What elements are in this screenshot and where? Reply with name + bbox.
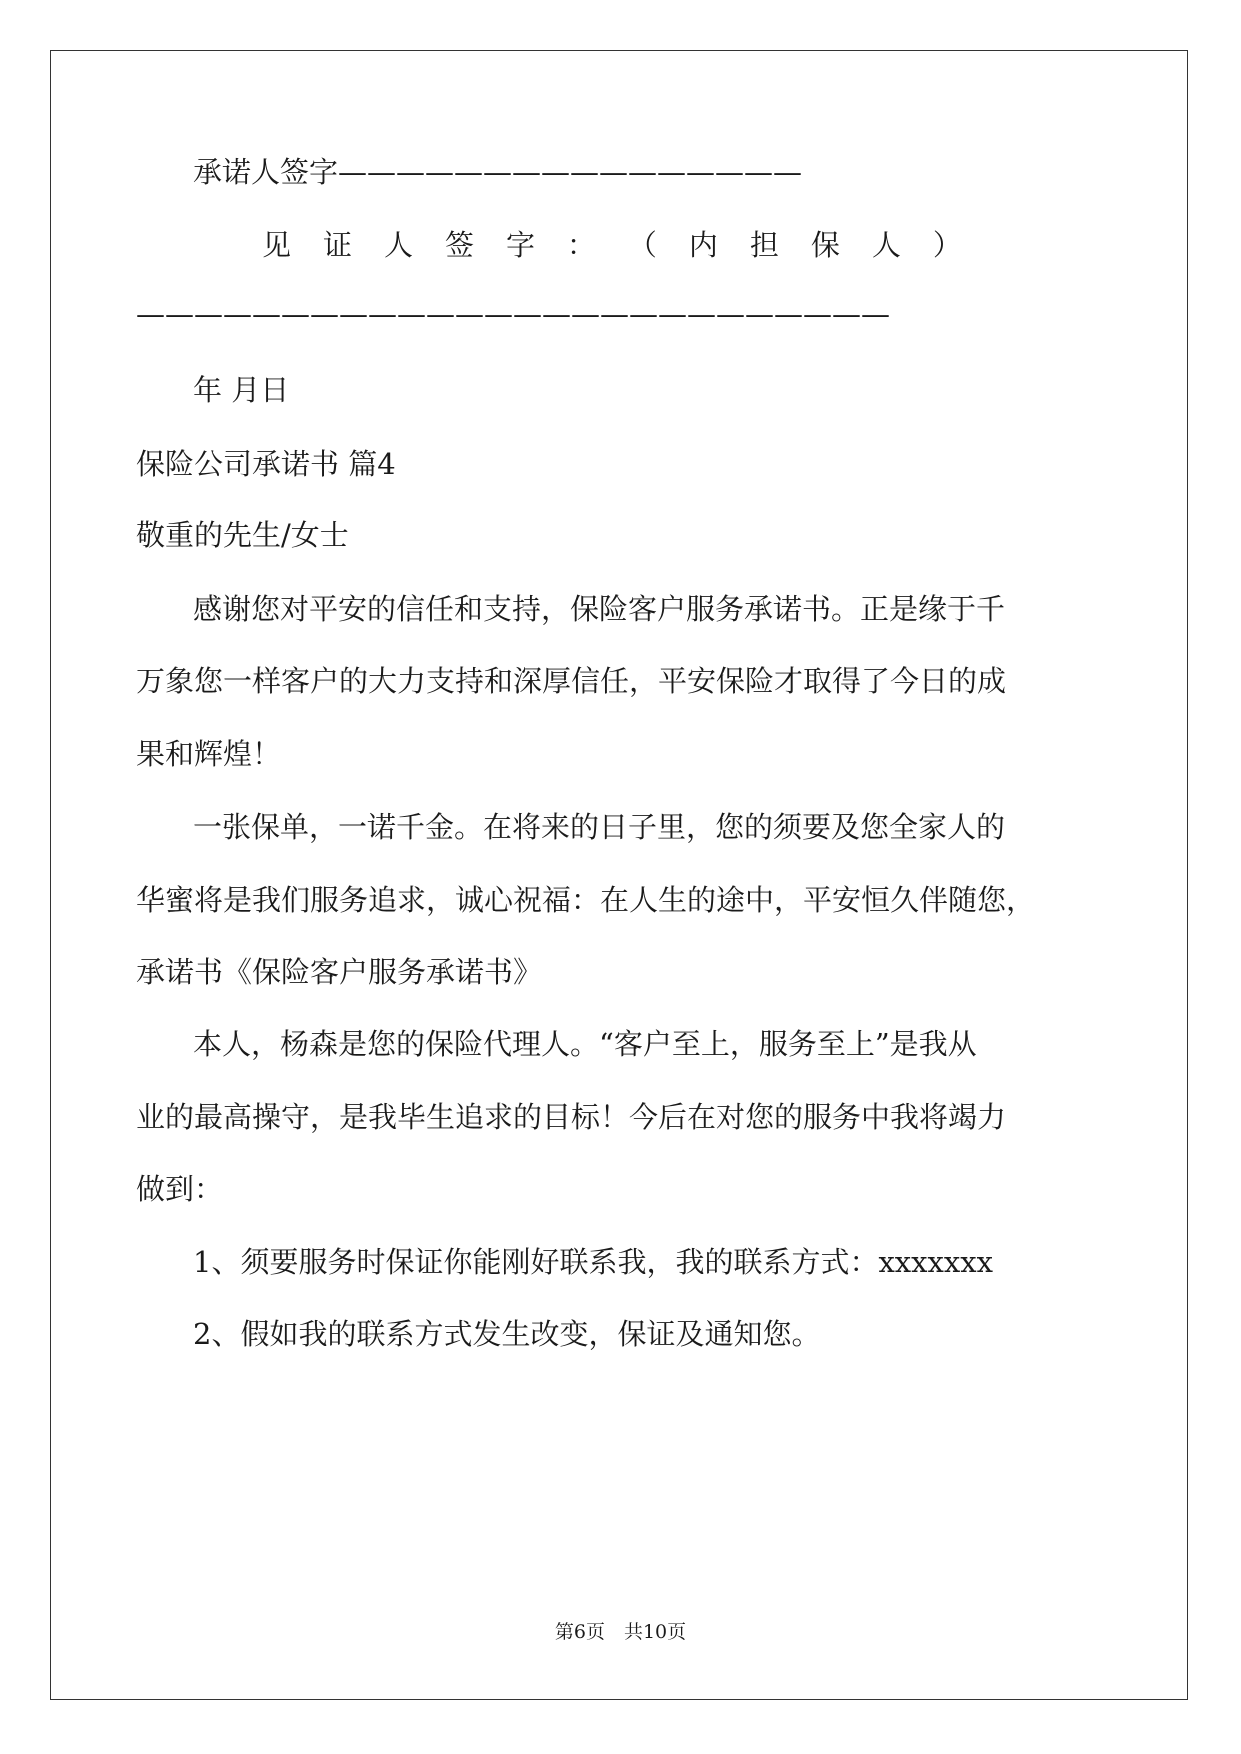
witness-char: 证 [322,228,352,262]
witness-char: 人 [383,228,413,262]
witness-signature-line [262,228,962,262]
witness-char: 见 [262,228,292,262]
section-title: 保险公司承诺书 篇4 [136,447,396,481]
witness-char: 签 [444,228,474,262]
witness-char: ） [932,228,962,262]
paragraph-line: 果和辉煌！ [136,737,282,771]
paragraph-line: 华蜜将是我们服务追求，诚心祝福：在人生的途中，平安恒久伴随您， [136,883,1036,917]
paragraph-line: 业的最高操守，是我毕生追求的目标！今后在对您的服务中我将竭力 [136,1100,1007,1134]
salutation: 敬重的先生/女士 [136,518,349,552]
paragraph-line: 承诺书《保险客户服务承诺书》 [136,955,543,989]
signature-line: 承诺人签字———————————————— [193,155,803,189]
witness-char: 内 [688,228,718,262]
witness-char: 保 [810,228,840,262]
paragraph-line: 万象您一样客户的大力支持和深厚信任，平安保险才取得了今日的成 [136,664,1007,698]
witness-char: （ [627,228,657,262]
witness-char: 人 [871,228,901,262]
page-number: 第6页 共10页 [554,1621,687,1643]
paragraph-line: 感谢您对平安的信任和支持，保险客户服务承诺书。正是缘于千 [193,592,1006,626]
paragraph-line: 一张保单，一诺千金。在将来的日子里，您的须要及您全家人的 [193,810,1006,844]
paragraph-line: 本人，杨森是您的保险代理人。“客户至上，服务至上”是我从 [193,1027,977,1061]
date-line: 年 月日 [193,373,290,407]
witness-char: 字 [505,228,535,262]
witness-dashes: —————————————————————————— [136,297,890,331]
paragraph-line: 1、须要服务时保证你能刚好联系我，我的联系方式：xxxxxxx [193,1245,993,1279]
paragraph-line: 做到： [136,1172,224,1206]
witness-char: ： [566,228,596,262]
witness-char: 担 [749,228,779,262]
paragraph-line: 2、假如我的联系方式发生改变，保证及通知您。 [193,1317,821,1351]
